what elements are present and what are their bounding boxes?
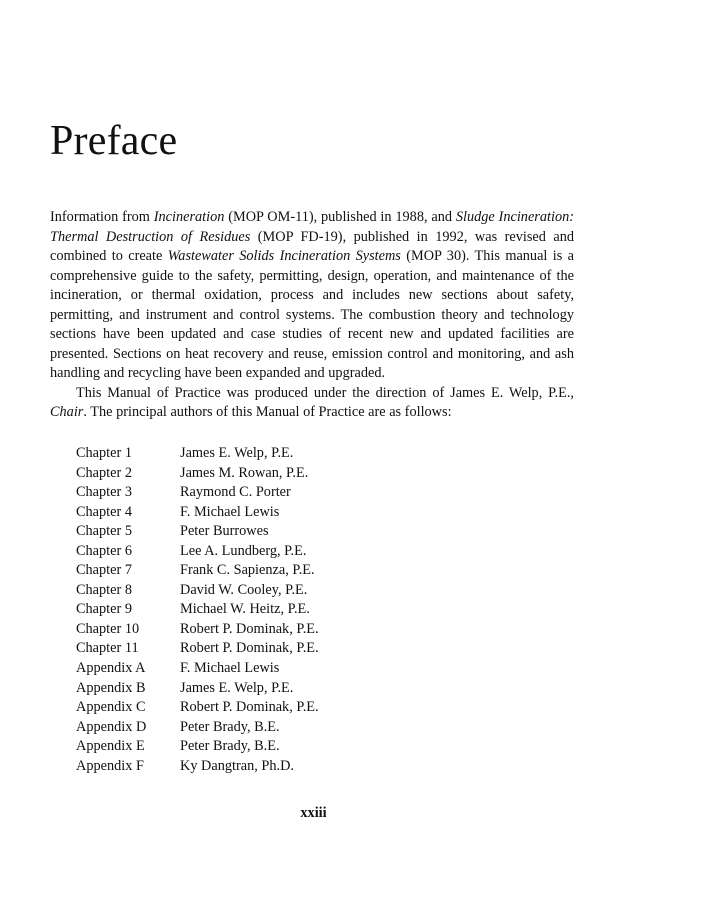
author-name: James E. Welp, P.E. [180,445,294,461]
intro-text-4: (MOP 30). This manual is a comprehensive guide to the safety, permitting, design, operation, and maintenance of the incineration, or thermal oxidation, process and includes new sections about safety, permitting, and instrument and control systems. The combustion theory and technology sections have been updated and case studies of recent new and updated facilities are presented. Sections on heat recovery and reuse, emission control and monitoring, and ash handling and recycling have been expanded and upgraded. [50,248,575,381]
paragraph-authors-intro [50,384,574,423]
author-row [76,522,319,542]
author-name: James E. Welp, P.E. [180,679,294,696]
author-name: Lee A. Lundberg, P.E. [180,542,307,559]
chapter-label: Chapter 7 [76,562,132,579]
chapter-label: Chapter 4 [76,503,132,520]
author-name: Robert P. Dominak, P.E. [180,699,319,716]
author-row [76,698,319,718]
author-name: Michael W. Heitz, P.E. [180,601,310,618]
authors-intro-text-2: . The principal authors of this Manual of Practice are as follows: [83,404,452,420]
author-name: Peter Brady, B.E. [180,718,280,735]
chapter-label: Appendix A [76,660,146,677]
chapter-label: Chapter 5 [76,523,132,540]
author-name: Peter Burrowes [180,523,269,540]
author-row [76,581,319,601]
chapter-label: Chapter 10 [76,620,140,637]
author-name: Frank C. Sapienza, P.E. [180,562,315,579]
author-row [76,620,319,640]
title-wastewater-solids: Wastewater Solids Incineration Systems [167,248,401,264]
chapter-label: Chapter 1 [76,445,132,461]
author-row [76,659,319,679]
author-name: David W. Cooley, P.E. [180,581,308,598]
author-name: Ky Dangtran, Ph.D. [180,757,294,774]
author-row [76,639,319,659]
author-name: F. Michael Lewis [180,660,280,677]
author-name: Robert P. Dominak, P.E. [180,620,319,637]
author-row [76,561,319,581]
chapter-label: Chapter 8 [76,581,132,598]
title-incineration: Incineration [153,209,225,225]
author-name: F. Michael Lewis [180,503,280,520]
chair-label: Chair [50,404,84,420]
author-row [76,464,319,484]
author-row [76,679,319,699]
intro-text-3: (MOP FD-19), published in 1992, was revised and combined to create [50,228,574,264]
chapter-label: Chapter 2 [76,464,132,481]
author-row [76,503,319,523]
authors-intro-text-1: This Manual of Practice was produced under the direction of James E. Welp, P.E., [76,384,574,401]
author-name: Peter Brady, B.E. [180,738,280,755]
chapter-label: Appendix C [76,699,146,716]
chapter-label: Appendix D [76,718,147,735]
chapter-label: Appendix F [76,757,144,774]
author-row [76,718,319,738]
author-list [76,444,319,776]
author-row [76,483,319,503]
author-row [76,600,319,620]
author-name: James M. Rowan, P.E. [180,464,309,481]
chapter-label: Chapter 9 [76,601,132,618]
author-name: Robert P. Dominak, P.E. [180,640,319,657]
author-row [76,737,319,757]
author-row [76,542,319,562]
title-sludge-incineration: Sludge Incineration: Thermal Destruction of Residues [50,209,574,245]
chapter-label: Appendix B [76,679,146,696]
author-row [76,444,319,464]
author-name: Raymond C. Porter [180,484,291,501]
page-title: Preface [50,118,178,164]
intro-text-2: (MOP OM-11), published in 1988, and [224,209,456,225]
chapter-label: Appendix E [76,738,145,755]
preface-body [50,208,574,423]
author-row [76,757,319,777]
chapter-label: Chapter 3 [76,484,132,501]
intro-text-1: Information from [50,209,154,225]
page-number: xxiii [300,805,327,821]
chapter-label: Chapter 6 [76,542,132,559]
chapter-label: Chapter 11 [76,640,139,657]
paragraph-intro [50,208,574,384]
